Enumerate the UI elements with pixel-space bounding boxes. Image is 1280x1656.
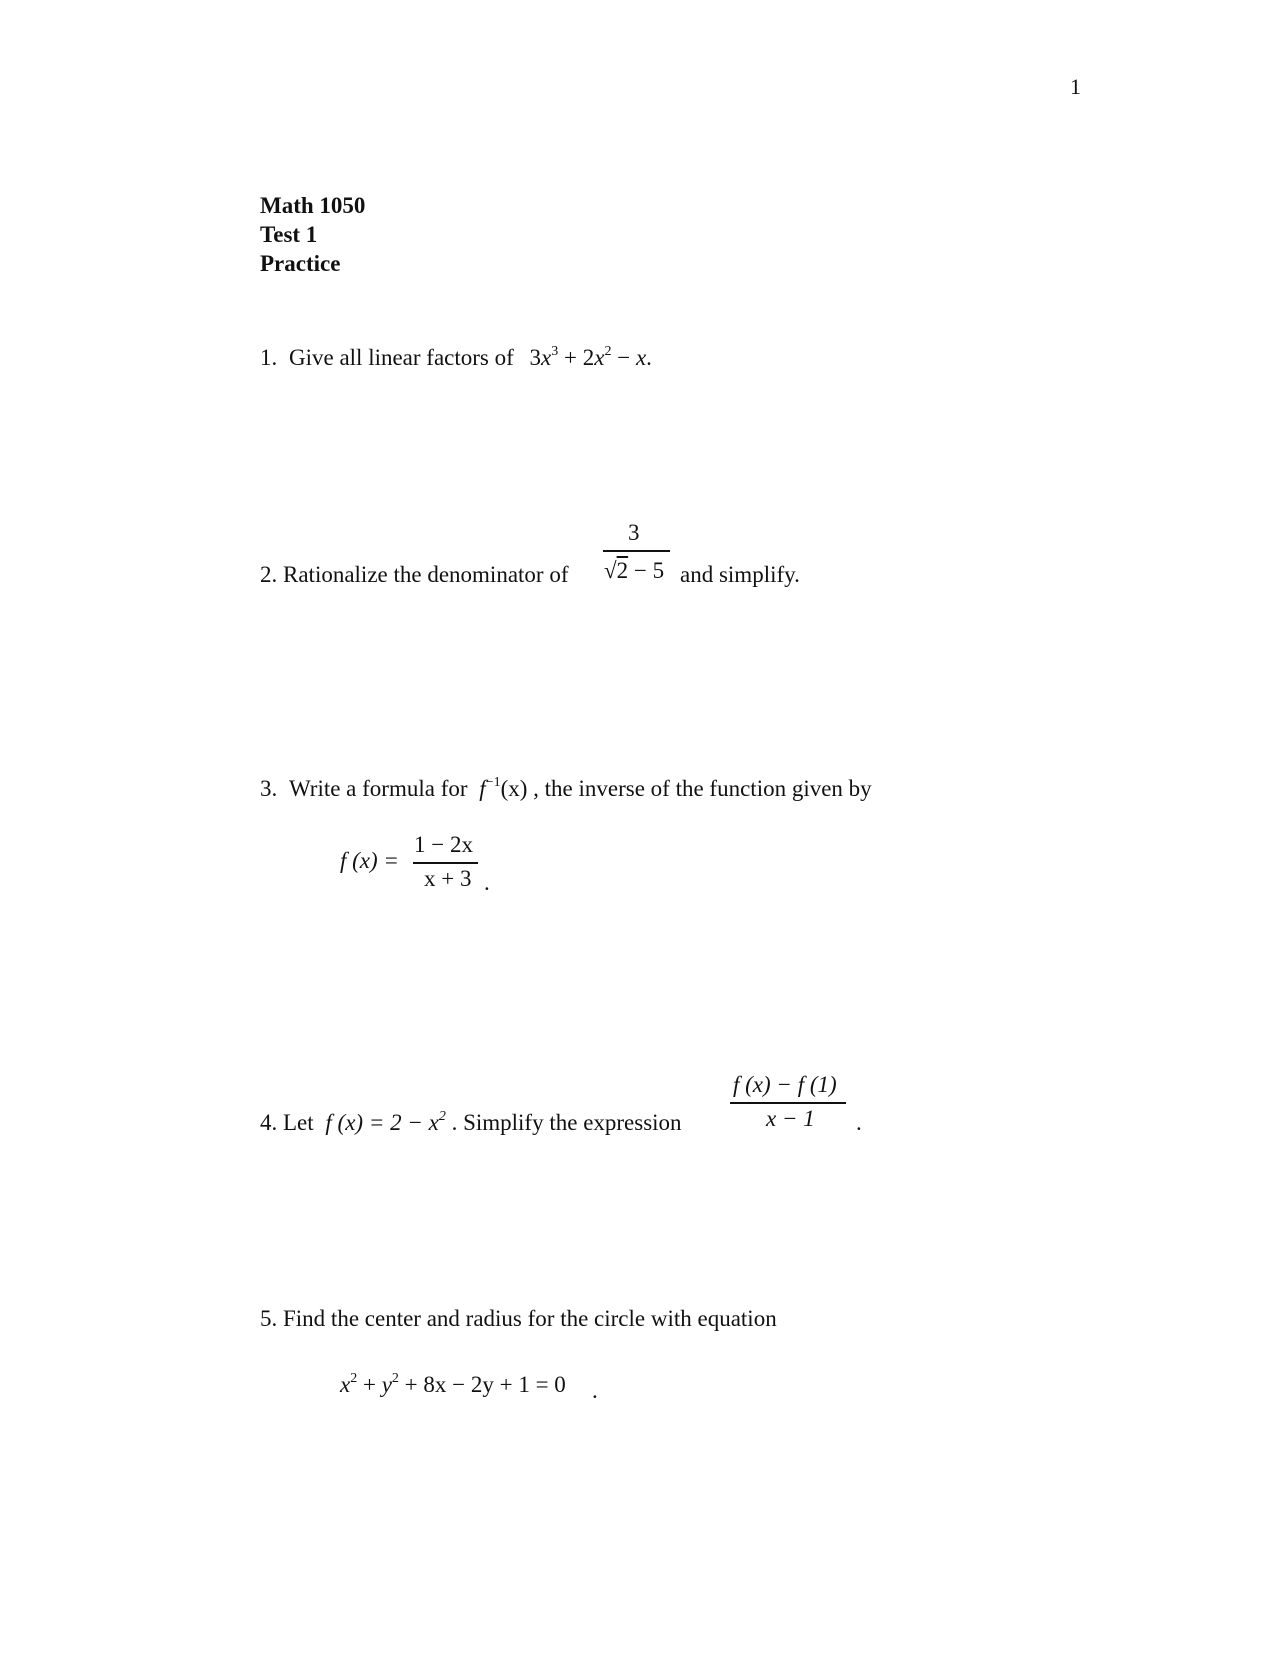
problem-2-numerator: 3 <box>628 520 640 545</box>
problem-4-let: Let <box>283 1110 314 1135</box>
course-title: Math 1050 <box>260 193 366 218</box>
problem-5-text: Find the center and radius for the circle with equation <box>283 1306 777 1331</box>
problem-3-number: 3. <box>260 776 278 801</box>
problem-2-fraction-bar <box>603 550 670 552</box>
problem-5-equation: $x^2 + y^2 + 8x - 2y + 1 = 0$ <box>340 1371 566 1397</box>
problem-3 <box>260 776 872 802</box>
problem-4-numerator: f (x) − f (1) <box>733 1072 837 1097</box>
problem-3-after: , the inverse of the function given by <box>533 776 872 801</box>
problem-1-text: Give all linear factors of <box>289 345 514 370</box>
problem-4-end: . <box>856 1110 862 1135</box>
problem-2-after: and simplify. <box>680 562 800 587</box>
problem-3-denominator: x + 3 <box>424 866 472 891</box>
problem-1-number: 1. <box>260 345 278 370</box>
test-title: Test 1 <box>260 222 318 247</box>
problem-3-inverse: $f^{-1}(x)$ <box>479 775 528 801</box>
problem-2-denominator: √2 − 5 <box>604 558 665 583</box>
problem-5-number: 5. <box>260 1306 278 1331</box>
practice-title: Practice <box>260 251 341 276</box>
problem-3-numerator: 1 − 2x <box>414 832 473 857</box>
problem-4-fraction-bar <box>730 1102 846 1104</box>
problem-1-expression: $3x^3 + 2x^2 - x$. <box>529 344 652 370</box>
problem-3-text: Write a formula for <box>289 776 468 801</box>
problem-3-lhs: f (x) = <box>340 848 399 873</box>
problem-2-number: 2. <box>260 562 278 587</box>
problem-3-end: . <box>484 870 490 895</box>
problem-4-function: f $(x) = 2 - x^2$ <box>325 1109 446 1135</box>
problem-1 <box>260 345 652 371</box>
problem-2-text: Rationalize the denominator of <box>283 562 569 587</box>
problem-5 <box>260 1306 777 1332</box>
problem-4-after: . Simplify the expression <box>451 1110 682 1135</box>
page-number: 1 <box>1070 74 1081 99</box>
problem-4-denominator: x − 1 <box>766 1106 815 1131</box>
problem-4 <box>260 1110 682 1136</box>
problem-5-end: . <box>592 1378 598 1403</box>
problem-2 <box>260 562 569 588</box>
problem-3-fraction-bar <box>413 862 478 864</box>
problem-4-number: 4. <box>260 1110 278 1135</box>
